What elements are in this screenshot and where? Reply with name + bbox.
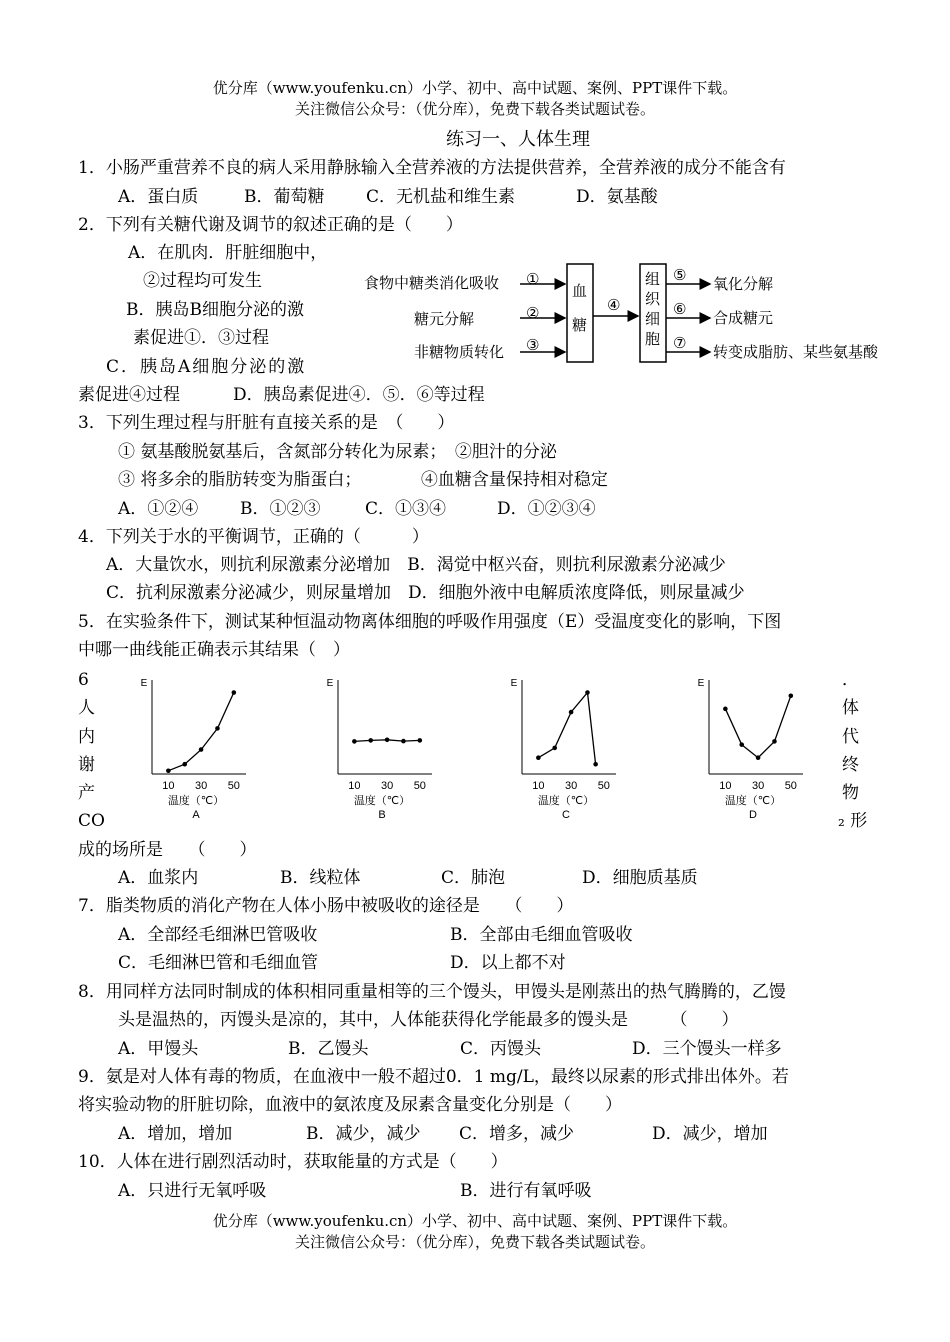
blood-label-2: 糖 [572,317,588,334]
footer-line-2: 关注微信公众号：（优分库），免费下载各类试题试卷。 [294,1233,655,1251]
q6-left-char-3: 内 [78,727,95,747]
chart-c-point-5 [593,762,598,767]
input-glycogenolysis-label: 糖元分解 [414,311,475,328]
q6-left-char-1: 6 [78,670,89,690]
q1-option-a: A．蛋白质 [118,187,199,207]
q8-option-a: A．甲馒头 [118,1039,199,1059]
q6-option-a: A．血浆内 [118,868,199,888]
q3-item-line2: ③ 将多余的脂肪转变为脂蛋白； ④血糖含量保持相对稳定 [118,470,608,490]
q6-left-char-2: 人 [78,698,95,718]
chart-b-y-label: E [326,678,334,689]
q2-option-b-line2: 素促进①．③过程 [133,328,269,348]
q2-option-a-line2: ②过程均可发生 [143,271,262,291]
chart-b-point-3 [385,737,390,742]
chart-a-point-2 [182,762,187,767]
chart-b-point-1 [352,739,357,744]
page-title: 练习一、人体生理 [446,129,590,150]
q9-option-a: A．增加，增加 [118,1124,233,1144]
footer-line-1: 优分库（www.youfenku.cn）小学、初中、高中试题、案例、PPT课件下载。 [212,1212,738,1230]
chart-c-panel-label: C [562,809,570,821]
blood-label-1: 血 [572,283,588,300]
q2-option-c-line1: C．胰岛A细胞分泌的激 [106,357,307,377]
q8-option-c: C．丙馒头 [460,1039,542,1059]
glucose-metabolism-diagram [360,258,900,370]
q8-option-d: D．三个馒头一样多 [632,1039,782,1059]
chart-a-x-label: 温度（℃） [167,795,225,807]
chart-b-x-label: 温度（℃） [353,795,411,807]
chart-c-point-3 [569,710,574,715]
chart-d-point-2 [739,742,744,747]
chart-a-tick-30: 30 [194,780,208,792]
q9-stem-line2: 将实验动物的肝脏切除，血液中的氨浓度及尿素含量变化分别是（ ） [78,1095,622,1115]
q2-stem: 2．下列有关糖代谢及调节的叙述正确的是（ ） [78,215,463,235]
q10-stem: 10．人体在进行剧烈活动时，获取能量的方式是（ ） [78,1152,508,1172]
chart-c-y-label: E [510,678,518,689]
q8-option-b: B．乙馒头 [288,1039,369,1059]
chart-d-point-4 [772,739,777,744]
q3-stem: 3．下列生理过程与肝脏有直接关系的是 （ ） [78,413,455,433]
output-oxidation-label: 氧化分解 [713,276,774,293]
q7-option-c: C．毛细淋巴管和毛细血管 [118,953,319,973]
q6-right-char-2: 体 [842,698,859,718]
chart-c-tick-30: 30 [564,780,578,792]
num-2: ② [526,305,540,322]
chart-d-series-line [725,696,790,758]
chart-a-point-3 [199,747,204,752]
q4-options-line2: C．抗利尿激素分泌减少，则尿量增加 D．细胞外液中电解质浓度降低，则尿量减少 [106,583,745,603]
q2-option-d: D．胰岛素促进④．⑤．⑥等过程 [233,385,485,405]
q10-option-b: B．进行有氧呼吸 [460,1181,592,1201]
q6-right-char-5: 物 [842,783,859,803]
chart-a-tick-50: 50 [227,780,240,792]
q1-option-b: B．葡萄糖 [244,187,325,207]
q6-stem: 成的场所是 （ ） [78,840,257,860]
q7-option-a: A．全部经毛细淋巴管吸收 [118,925,318,945]
q3-item-line1: ① 氨基酸脱氨基后，含氮部分转化为尿素； ②胆汁的分泌 [118,442,557,462]
chart-a-tick-10: 10 [162,780,175,792]
q2-option-b-line1: B．胰岛B细胞分泌的激 [126,300,304,320]
chart-d-point-5 [789,693,794,698]
q3-option-b: B．①②③ [240,499,321,519]
q10-option-a: A．只进行无氧呼吸 [118,1181,267,1201]
chart-b-point-2 [368,738,373,743]
q4-stem: 4．下列关于水的平衡调节，正确的（ ） [78,527,429,547]
chart-c-tick-10: 10 [532,780,545,792]
tissue-label-1: 组 [645,271,661,288]
chart-a-point-4 [215,726,220,731]
q6-left-char-4: 谢 [78,755,95,775]
num-3: ③ [526,337,540,354]
chart-c-tick-50: 50 [597,780,610,792]
q1-option-c: C．无机盐和维生素 [366,187,516,207]
chart-c-point-1 [536,755,541,760]
q6-right-char-4: 终 [842,755,859,775]
q6-left-char-5: 产 [78,783,95,803]
chart-b-tick-10: 10 [348,780,361,792]
tissue-label-4: 胞 [645,331,661,348]
input-gluconeogenesis-label: 非糖物质转化 [414,344,505,361]
q8-stem-line1: 8．用同样方法同时制成的体积相同重量相等的三个馒头，甲馒头是刚蒸出的热气腾腾的，乙馒 [78,982,786,1002]
q9-stem-line1: 9．氨是对人体有毒的物质，在血液中一般不超过0．1 mg/L，最终以尿素的形式排出体外。若 [78,1067,789,1087]
chart-d-panel-label: D [749,809,757,821]
num-7: ⑦ [673,335,687,352]
num-5: ⑤ [673,267,687,284]
q9-option-d: D．减少，增加 [652,1124,768,1144]
chart-b-point-5 [418,738,423,743]
q2-option-c-line2: 素促进④过程 [78,385,180,405]
chart-a-y-label: E [140,678,148,689]
chart-c-point-4 [585,690,590,695]
chart-c-point-2 [552,746,557,751]
q6-right-char-6: ₂ 形 [838,811,868,831]
q1-option-d: D．氨基酸 [576,187,658,207]
q6-left-char-6: CO [78,811,105,831]
chart-d-point-1 [723,707,728,712]
q6-option-d: D．细胞质基质 [582,868,698,888]
chart-c-x-label: 温度（℃） [537,795,595,807]
chart-d-x-label: 温度（℃） [724,795,782,807]
q9-option-c: C．增多，减少 [459,1124,575,1144]
chart-d-tick-10: 10 [719,780,732,792]
respiration-temperature-charts [0,668,950,828]
q7-stem: 7．脂类物质的消化产物在人体小肠中被吸收的途径是 （ ） [78,896,574,916]
num-1: ① [526,271,540,288]
input-digestion-label: 食物中糖类消化吸收 [364,275,500,292]
q3-option-d: D．①②③④ [497,499,596,519]
q8-stem-line2: 头是温热的，丙馒头是凉的，其中，人体能获得化学能最多的馒头是 （ ） [118,1010,739,1030]
q5-stem-line2: 中哪一曲线能正确表示其结果（ ） [78,640,350,660]
chart-b-tick-50: 50 [413,780,426,792]
q1-stem: 1．小肠严重营养不良的病人采用静脉输入全营养液的方法提供营养，全营养液的成分不能含有 [78,158,786,178]
num-6: ⑥ [673,301,687,318]
tissue-label-2: 织 [645,291,661,308]
tissue-label-3: 细 [645,311,661,328]
q6-right-char-3: 代 [842,727,859,747]
output-fat-label: 转变成脂肪、某些氨基酸 [713,344,879,361]
chart-b-panel-label: B [378,809,386,821]
q9-option-b: B．减少，减少 [306,1124,421,1144]
q4-options-line1: A．大量饮水，则抗利尿激素分泌增加 B．渴觉中枢兴奋，则抗利尿激素分泌减少 [106,555,726,575]
output-glycogen-label: 合成糖元 [713,310,774,327]
chart-a-series-line [168,693,233,771]
q5-stem-line1: 5．在实验条件下，测试某种恒温动物离体细胞的呼吸作用强度（E）受温度变化的影响，下图 [78,612,782,632]
chart-d-y-label: E [697,678,705,689]
chart-a-point-5 [232,690,237,695]
num-4: ④ [607,297,621,314]
header-line-1: 优分库（www.youfenku.cn）小学、初中、高中试题、案例、PPT课件下载。 [212,79,738,97]
q2-option-a-line1: A．在肌肉．肝脏细胞中， [128,243,328,263]
header-line-2: 关注微信公众号：（优分库），免费下载各类试题试卷。 [294,100,655,118]
chart-a-point-1 [166,768,171,773]
chart-b-tick-30: 30 [380,780,394,792]
chart-b-point-4 [401,739,406,744]
q6-option-c: C．肺泡 [441,868,506,888]
q3-option-c: C．①③④ [365,499,447,519]
q7-option-d: D．以上都不对 [450,953,566,973]
chart-c-series-line [538,693,595,765]
q3-option-a: A．①②④ [118,499,199,519]
q7-option-b: B．全部由毛细血管吸收 [450,925,633,945]
chart-d-point-3 [756,755,761,760]
chart-d-tick-50: 50 [784,780,797,792]
q6-right-char-1: ． [842,670,859,690]
chart-a-panel-label: A [192,809,200,821]
q6-option-b: B．线粒体 [280,868,361,888]
chart-d-tick-30: 30 [751,780,765,792]
